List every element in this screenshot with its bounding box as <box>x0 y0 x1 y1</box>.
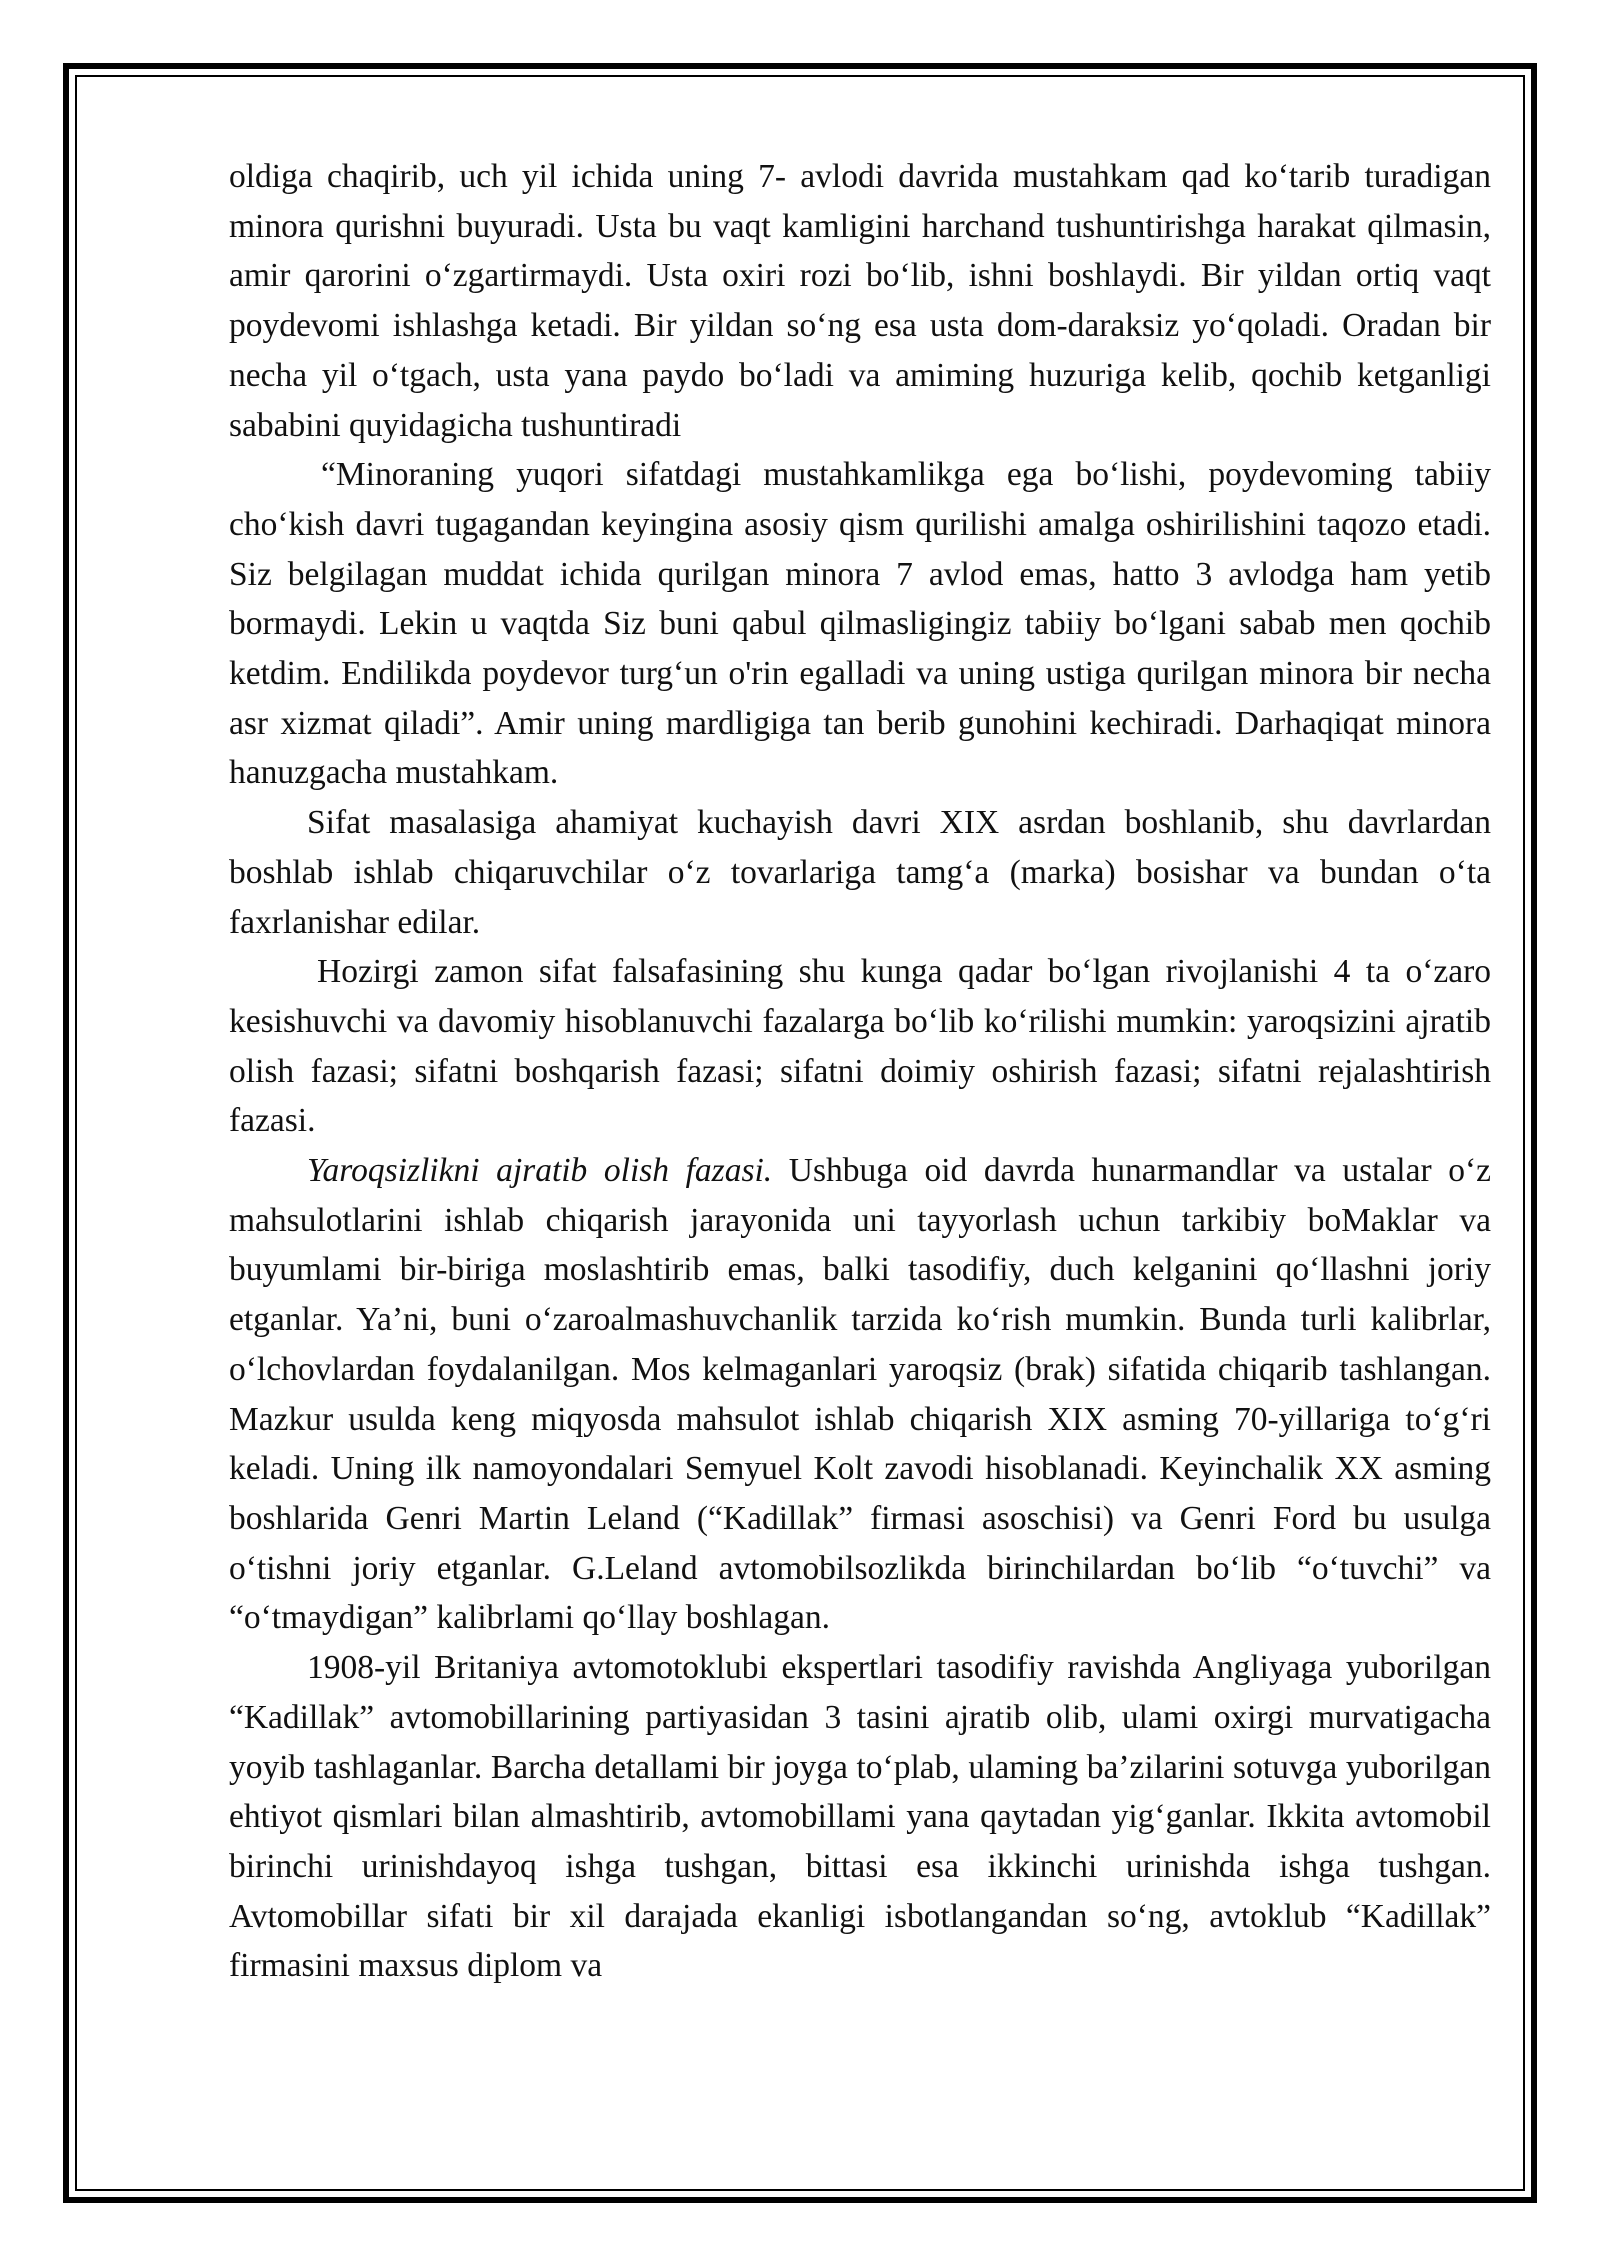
paragraph-text: Ushbuga oid davrda hunarmandlar va ustalar oʻz mahsulotlarini ishlab chiqarish jarayonida uni tayyorlash uchun tarkibiy boMaklar va buyumlami bir-biriga moslashtirib emas, balki tasodifiy, duch kelganini qoʻllashni joriy etganlar. Ya’ni, buni oʻzaroalmashuvchanlik tarzida koʻrish mumkin. Bunda turli kalibrlar, oʻlchovlardan foydalanilgan. Mos kelmaganlari yaroqsiz (brak) sifatida chiqarib tashlangan. Mazkur usulda keng miqyosda mahsulot ishlab chiqarish XIX asming 70-yillariga toʻgʻri keladi. Uning ilk namoyondalari Semyuel Kolt zavodi hisoblanadi. Keyinchalik XX asming boshlarida Genri Martin Leland (“Kadillak” firmasi asoschisi) va Genri Ford bu usulga oʻtishni joriy etganlar. G.Leland avtomobilsozlikda birinchilardan boʻlib “oʻtuvchi” va “oʻtmaydigan” kalibrlami qoʻllay boshlagan. <box>229 1152 1491 1637</box>
paragraph: 1908-yil Britaniya avtomotoklubi ekspertlari tasodifiy ravishda Angliyaga yuborilgan “Kadillak” avtomobillarining partiyasidan 3 tasini ajratib olib, ulami oxirgi murvatigacha yoyib tashlaganlar. Barcha detallami bir joyga toʻplab, ulaming ba’zilarini sotuvga yuborilgan ehtiyot qismlari bilan almashtirib, avtomobillami yana qaytadan yigʻganlar. Ikkita avtomobil birinchi urinishdayoq ishga tushgan, bittasi esa ikkinchi urinishda ishga tushgan. Avtomobillar sifati bir xil darajada ekanligi isbotlangandan soʻng, avtoklub “Kadillak” firmasini maxsus diplom va <box>229 1649 1491 1985</box>
paragraph <box>229 1146 1491 1643</box>
paragraph: “Minoraning yuqori sifatdagi mustahkamlikga ega boʻlishi, poydevoming tabiiy choʻkish davri tugagandan keyingina asosiy qism qurilishi amalga oshirilishini taqozo etadi. Siz belgilagan muddat ichida qurilgan minora 7 avlod emas, hatto 3 avlodga ham yetib bormaydi. Lekin u vaqtda Siz buni qabul qilmasligingiz tabiiy boʻlgani sabab men qochib ketdim. Endilikda poydevor turgʻun o'rin egalladi va uning ustiga qurilgan minora bir necha asr xizmat qiladi”. Amir uning mardligiga tan berib gunohini kechiradi. Darhaqiqat minora hanuzgacha mustahkam. <box>229 456 1491 792</box>
paragraph: oldiga chaqirib, uch yil ichida uning 7- avlodi davrida mustahkam qad koʻtarib turadigan minora qurishni buyuradi. Usta bu vaqt kamligini harchand tushuntirishga harakat qilmasin, amir qarorini oʻzgartirmaydi. Usta oxiri rozi boʻlib, ishni boshlaydi. Bir yildan ortiq vaqt poydevomi ishlashga ketadi. Bir yildan soʻng esa usta dom-daraksiz yoʻqoladi. Oradan bir necha yil oʻtgach, usta yana paydo boʻladi va amiming huzuriga kelib, qochib ketganligi sababini quyidagicha tushuntiradi <box>229 158 1491 444</box>
paragraph: Hozirgi zamon sifat falsafasining shu kunga qadar boʻlgan rivojlanishi 4 ta oʻzaro kesishuvchi va davomiy hisoblanuvchi fazalarga boʻlib koʻrilishi mumkin: yaroqsizini ajratib olish fazasi; sifatni boshqarish fazasi; sifatni doimiy oshirish fazasi; sifatni rejalashtirish fazasi. <box>229 953 1491 1140</box>
italic-heading: Yaroqsizlikni ajratib olish fazasi. <box>307 1152 773 1190</box>
paragraph: Sifat masalasiga ahamiyat kuchayish davri XIX asrdan boshlanib, shu davrlardan boshlab ishlab chiqaruvchilar oʻz tovarlariga tamgʻa (marka) bosishar va bundan oʻta faxrlanishar edilar. <box>229 804 1491 941</box>
page-body <box>229 152 1491 1991</box>
